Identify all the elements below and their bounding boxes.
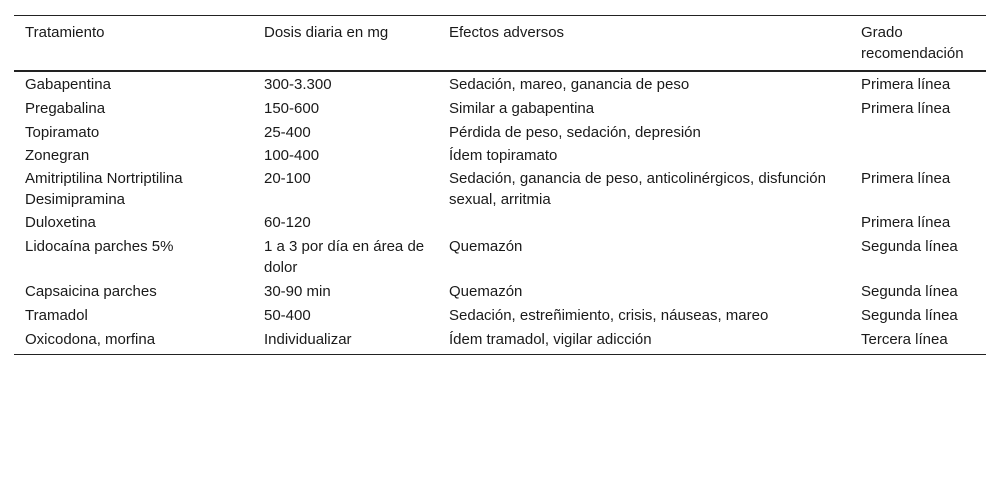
table-row bbox=[14, 304, 986, 328]
cell-grado: Primera línea bbox=[861, 170, 951, 187]
cell-dosis: Individualizar bbox=[264, 331, 352, 348]
cell-efectos: Sedación, estreñimiento, crisis, náuseas, mareo bbox=[449, 307, 769, 324]
cell-efectos: Sedación, mareo, ganancia de peso bbox=[449, 76, 690, 93]
cell-grado: Tercera línea bbox=[861, 331, 948, 348]
table-row bbox=[14, 328, 986, 355]
cell-tratamiento: Lidocaína parches 5% bbox=[25, 238, 174, 255]
cell-dosis: 50-400 bbox=[264, 307, 311, 324]
cell-tratamiento: Oxicodona, morfina bbox=[25, 331, 156, 348]
cell-grado: Primera línea bbox=[861, 100, 951, 117]
cell-grado: Primera línea bbox=[861, 214, 951, 231]
cell-tratamiento: Gabapentina bbox=[25, 76, 111, 93]
cell-grado bbox=[850, 144, 986, 167]
cell-dosis: 30-90 min bbox=[264, 283, 331, 300]
cell-grado bbox=[850, 121, 986, 144]
cell-tratamiento: Capsaicina parches bbox=[25, 283, 157, 300]
table-body bbox=[14, 71, 986, 355]
table-header bbox=[14, 16, 986, 72]
header-row bbox=[14, 16, 986, 72]
treatment-table bbox=[14, 15, 986, 355]
cell-efectos: Sedación, ganancia de peso, anticolinérgicos, disfunción sexual, arritmia bbox=[449, 170, 826, 208]
cell-dosis: 60-120 bbox=[264, 214, 311, 231]
table-row bbox=[14, 144, 986, 167]
cell-dosis: 300-3.300 bbox=[264, 76, 332, 93]
cell-grado: Segunda línea bbox=[861, 283, 958, 300]
cell-tratamiento: Topiramato bbox=[25, 124, 100, 141]
cell-efectos: Similar a gabapentina bbox=[449, 100, 595, 117]
cell-tratamiento: Pregabalina bbox=[25, 100, 106, 117]
table-row bbox=[14, 211, 986, 235]
cell-efectos: Pérdida de peso, sedación, depresión bbox=[449, 124, 701, 141]
cell-tratamiento: Amitriptilina Nortriptilina Desimipramina bbox=[25, 170, 183, 208]
cell-dosis: 150-600 bbox=[264, 100, 320, 117]
cell-tratamiento: Tramadol bbox=[25, 307, 88, 324]
header-dosis: Dosis diaria en mg bbox=[264, 24, 389, 41]
cell-grado: Segunda línea bbox=[861, 307, 958, 324]
table-row bbox=[14, 97, 986, 121]
cell-efectos: Ídem tramadol, vigilar adicción bbox=[449, 331, 652, 348]
table-row bbox=[14, 235, 986, 280]
header-grado: Grado recomendación bbox=[861, 24, 964, 62]
cell-efectos bbox=[438, 211, 850, 235]
treatment-table-container bbox=[14, 15, 986, 355]
cell-efectos: Ídem topiramato bbox=[449, 147, 558, 164]
cell-grado: Primera línea bbox=[861, 76, 951, 93]
header-tratamiento: Tratamiento bbox=[25, 24, 105, 41]
cell-grado: Segunda línea bbox=[861, 238, 958, 255]
table-row bbox=[14, 280, 986, 304]
cell-efectos: Quemazón bbox=[449, 238, 523, 255]
cell-dosis: 25-400 bbox=[264, 124, 311, 141]
cell-dosis: 1 a 3 por día en área de dolor bbox=[264, 238, 425, 276]
table-row bbox=[14, 71, 986, 97]
cell-efectos: Quemazón bbox=[449, 283, 523, 300]
header-efectos: Efectos adversos bbox=[449, 24, 565, 41]
cell-dosis: 20-100 bbox=[264, 170, 311, 187]
table-row bbox=[14, 167, 986, 211]
cell-tratamiento: Duloxetina bbox=[25, 214, 96, 231]
cell-dosis: 100-400 bbox=[264, 147, 320, 164]
cell-tratamiento: Zonegran bbox=[25, 147, 90, 164]
table-row bbox=[14, 121, 986, 144]
